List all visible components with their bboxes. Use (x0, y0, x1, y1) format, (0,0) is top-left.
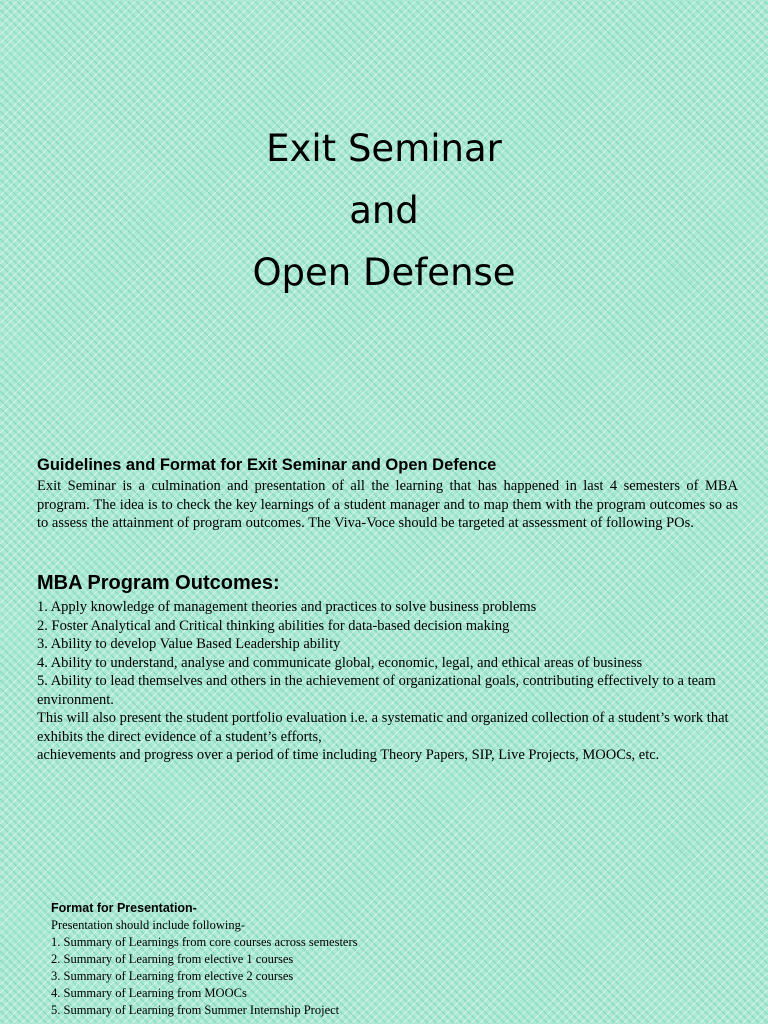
guidelines-paragraph: Exit Seminar is a culmination and presentation of all the learning that has happened in last 4 semesters of MBA program. The idea is to check the key learnings of a student manager and to map them with the program outcomes so as to assess the attainment of program outcomes. The Viva-Voce should be targeted at assessment of following POs. (37, 478, 738, 531)
format-intro: Presentation should include following- (51, 918, 246, 932)
portfolio-text-line-2: achievements and progress over a period of time including Theory Papers, SIP, Live Projects, MOOCs, etc. (37, 747, 660, 763)
title-line-3: Open Defense (252, 251, 516, 294)
title-line-1: Exit Seminar (266, 127, 502, 170)
format-item-2: 2. Summary of Learning from elective 1 courses (51, 952, 294, 966)
page-title (0, 118, 768, 304)
format-item-3: 3. Summary of Learning from elective 2 courses (51, 969, 294, 983)
format-item-1: 1. Summary of Learnings from core courses across semesters (51, 935, 358, 949)
format-item-5: 5. Summary of Learning from Summer Internship Project (51, 1003, 340, 1017)
outcomes-heading: MBA Program Outcomes: (37, 572, 280, 594)
outcome-item-3: 3. Ability to develop Value Based Leadership ability (37, 636, 341, 652)
format-section (51, 900, 651, 1019)
title-line-2: and (349, 189, 419, 232)
outcome-item-1: 1. Apply knowledge of management theories and practices to solve business problems (37, 599, 537, 615)
portfolio-text-line-1: This will also present the student portfolio evaluation i.e. a systematic and organized collection of a student’s work that exhibits the direct evidence of a student’s efforts, (37, 710, 729, 745)
format-heading: Format for Presentation- (51, 901, 197, 915)
format-item-4: 4. Summary of Learning from MOOCs (51, 986, 247, 1000)
outcome-item-2: 2. Foster Analytical and Critical thinking abilities for data-based decision making (37, 617, 510, 634)
outcome-item-4: 4. Ability to understand, analyse and communicate global, economic, legal, and ethical areas of business (37, 654, 643, 671)
outcomes-list (37, 598, 742, 765)
outcome-item-5: 5. Ability to lead themselves and others in the achievement of organizational goals, contributing effectively to a team environment. (37, 673, 716, 708)
guidelines-heading: Guidelines and Format for Exit Seminar and Open Defence (37, 456, 497, 474)
